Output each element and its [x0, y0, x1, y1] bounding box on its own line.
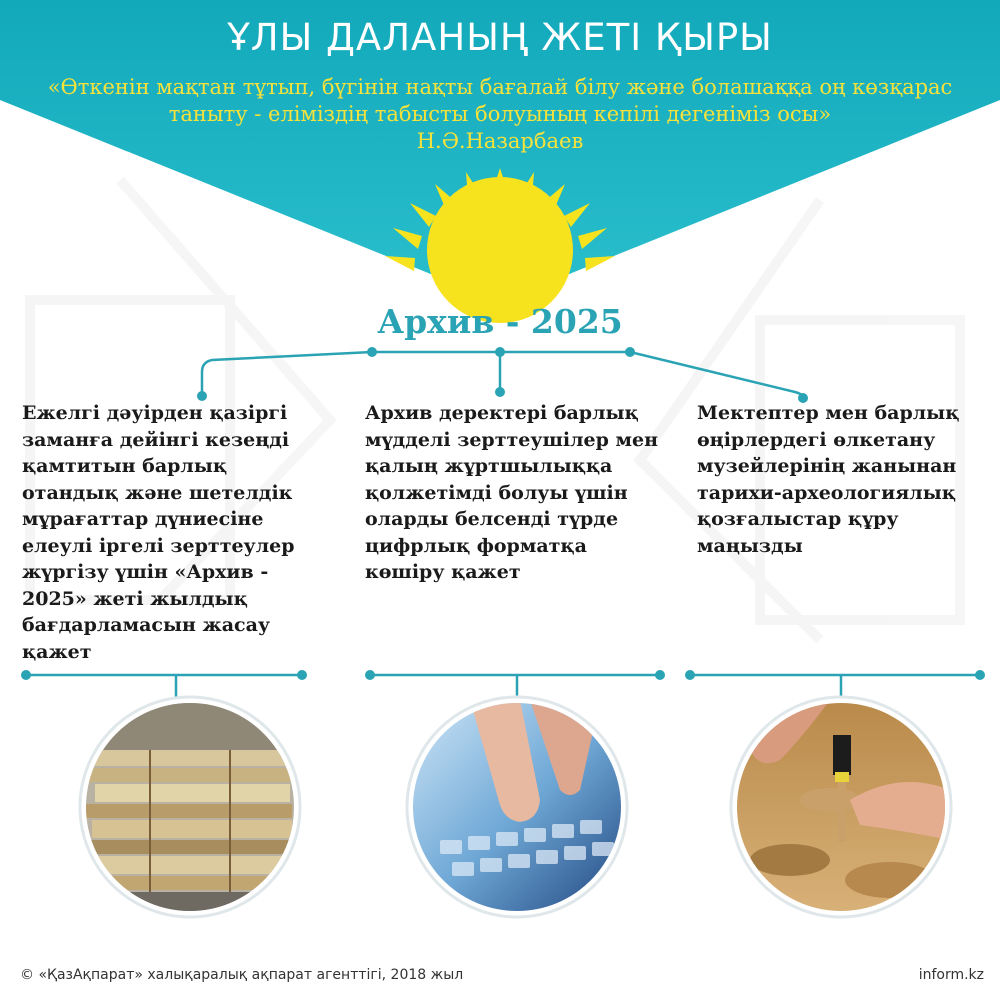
quote-block — [40, 74, 960, 155]
footer-site-link[interactable]: inform.kz — [918, 967, 984, 983]
archive-papers-photo — [80, 697, 300, 922]
quote-text: «Өткенін мақтан тұтып, бүгінін нақты бағалай білу және болашаққа оң көзқарас таныту - еліміздің табысты болуының кепілі дегеніміз осы» — [47, 75, 953, 126]
page-title: ҰЛЫ ДАЛАНЫҢ ЖЕТІ ҚЫРЫ — [227, 16, 773, 59]
keyboard-typing-photo — [407, 697, 630, 920]
section-title: Архив - 2025 — [377, 302, 623, 341]
archaeology-dig-photo — [730, 697, 951, 920]
quote-author: Н.Ә.Назарбаев — [416, 129, 584, 153]
footer-copyright: © «ҚазАқпарат» халықаралық ақпарат агенттігі, 2018 жыл — [20, 967, 464, 983]
column-text-1: Ежелгі дәуірден қазіргі заманға дейінгі кезеңді қамтитын барлық отандық және шетелдік мұрағаттар дүниесіне елеулі іргелі зерттеулер жүргізу үшін «Архив - 2025» жеті жылдық бағдарламасын жасау қажет — [22, 402, 295, 663]
column-text-2: Архив деректері барлық мүдделі зерттеушілер мен қалың жұртшылыққа қолжетімді болуы үшін оларды белсенді түрде цифрлық форматқа көшіру қажет — [365, 402, 659, 583]
column-text-3: Мектептер мен барлық өңірлердегі өлкетану музейлерінің жанынан тарихи-археологиялық қозғалыстар құру маңызды — [697, 402, 960, 557]
